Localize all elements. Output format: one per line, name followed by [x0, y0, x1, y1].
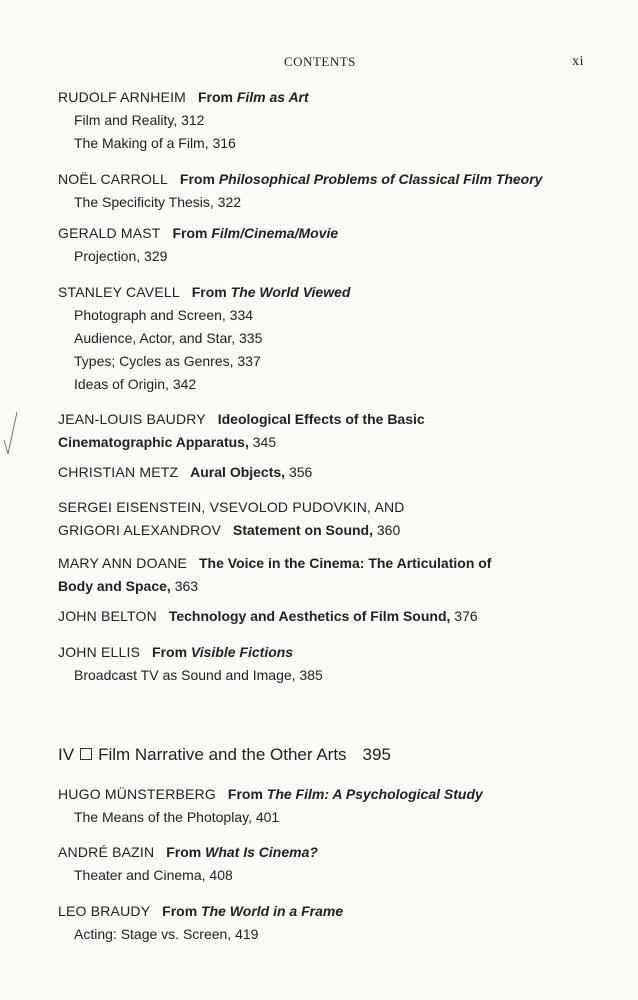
entry-author: RUDOLF ARNHEIM: [58, 89, 187, 105]
entry-prefix: From: [191, 284, 227, 300]
entry-page: 360: [376, 522, 401, 538]
entry-subitem: The Making of a Film, 316: [74, 135, 236, 151]
entry-author: LEO BRAUDY: [58, 903, 151, 919]
entry-work: [198, 89, 309, 105]
entry-subitem: Acting: Stage vs. Screen, 419: [74, 926, 259, 942]
entry-subitem: Broadcast TV as Sound and Image, 385: [74, 667, 323, 683]
toc-entry-bazin: [58, 841, 588, 887]
entry-prefix: From: [166, 844, 202, 860]
entry-page: 376: [454, 608, 478, 624]
entry-title: Ideological Effects of the Basic: [217, 411, 425, 427]
entry-page: 363: [174, 578, 199, 594]
entry-subitem: Photograph and Screen, 334: [74, 307, 254, 323]
running-head-title: CONTENTS: [284, 54, 356, 69]
entry-prefix: From: [162, 903, 198, 919]
entry-title: Visible Fictions: [190, 644, 294, 660]
entry-title: The World Viewed: [230, 284, 351, 300]
entry-title: Technology and Aesthetics of Film Sound,: [168, 608, 451, 624]
box-bullet-icon: [80, 748, 92, 760]
toc-entry-baudry: [58, 408, 588, 454]
entry-title: Aural Objects,: [190, 464, 286, 480]
entry-author: JOHN ELLIS: [58, 644, 141, 660]
part-title: Film Narrative and the Other Arts: [98, 745, 347, 764]
toc-entry-eisenstein: [58, 496, 588, 542]
entry-subitem: Projection, 329: [74, 248, 168, 264]
entry-title: What Is Cinema?: [205, 844, 318, 860]
entry-subitem: Ideas of Origin, 342: [74, 376, 197, 392]
toc-entry-ellis: [58, 641, 588, 687]
entry-page: 345: [252, 434, 277, 450]
entry-subitem: The Specificity Thesis, 322: [74, 194, 242, 210]
toc-entry-doane: [58, 552, 588, 598]
toc-entry-mast: [58, 222, 588, 268]
entry-author: CHRISTIAN METZ: [58, 464, 179, 480]
entry-author: NOËL CARROLL: [58, 171, 169, 187]
entry-subitem: Audience, Actor, and Star, 335: [74, 330, 263, 346]
entry-work: [152, 644, 293, 660]
entry-work: [180, 171, 543, 187]
entry-work: [172, 225, 338, 241]
entry-subitem: Types; Cycles as Genres, 337: [74, 353, 261, 369]
entry-author: HUGO MÜNSTERBERG: [58, 786, 216, 802]
page-number: xi: [572, 54, 584, 69]
entry-author-cont: GRIGORI ALEXANDROV: [58, 522, 222, 538]
entry-title-cont: Cinematographic Apparatus,: [58, 434, 249, 450]
entry-title: The Voice in the Cinema: The Articulation of: [199, 555, 492, 571]
toc-entry-belton: [58, 605, 588, 628]
entry-author: SERGEI EISENSTEIN, VSEVOLOD PUDOVKIN, AND: [58, 499, 405, 515]
toc-entry-arnheim: [58, 86, 588, 155]
entry-prefix: From: [227, 786, 263, 802]
toc-entry-braudy: [58, 900, 588, 946]
entry-prefix: From: [152, 644, 188, 660]
part-numeral: IV: [58, 745, 75, 764]
entry-work: [192, 284, 351, 300]
entry-author: GERALD MAST: [58, 225, 161, 241]
toc-entry-carroll: [58, 168, 588, 214]
entry-author: JEAN-LOUIS BAUDRY: [58, 411, 206, 427]
entry-title-cont: Body and Space,: [58, 578, 171, 594]
entry-work: [166, 844, 318, 860]
entry-author: MARY ANN DOANE: [58, 555, 188, 571]
entry-author: STANLEY CAVELL: [58, 284, 180, 300]
part-page: 395: [362, 745, 391, 764]
entry-page: 356: [288, 464, 313, 480]
toc-entry-munsterberg: [58, 783, 588, 829]
entry-prefix: From: [179, 171, 215, 187]
toc-entry-cavell: [58, 281, 588, 396]
entry-subitem: The Means of the Photoplay, 401: [74, 809, 280, 825]
entry-title: Film as Art: [236, 89, 309, 105]
entry-title: Film/Cinema/Movie: [211, 225, 339, 241]
running-head: [0, 54, 638, 72]
entry-author: ANDRÉ BAZIN: [58, 844, 155, 860]
entry-title: The World in a Frame: [201, 903, 344, 919]
entry-subitem: Film and Reality, 312: [74, 112, 205, 128]
entry-prefix: From: [172, 225, 208, 241]
entry-work: [162, 903, 343, 919]
entry-work: [228, 786, 483, 802]
pencil-mark-icon: [2, 410, 22, 460]
toc-entry-metz: [58, 461, 588, 484]
part-heading: [58, 745, 391, 765]
entry-title: The Film: A Psychological Study: [266, 786, 483, 802]
entry-author: JOHN BELTON: [58, 608, 157, 624]
entry-title: Statement on Sound,: [232, 522, 373, 538]
entry-title: Philosophical Problems of Classical Film Theory: [218, 171, 543, 187]
entry-subitem: Theater and Cinema, 408: [74, 867, 233, 883]
entry-prefix: From: [197, 89, 233, 105]
